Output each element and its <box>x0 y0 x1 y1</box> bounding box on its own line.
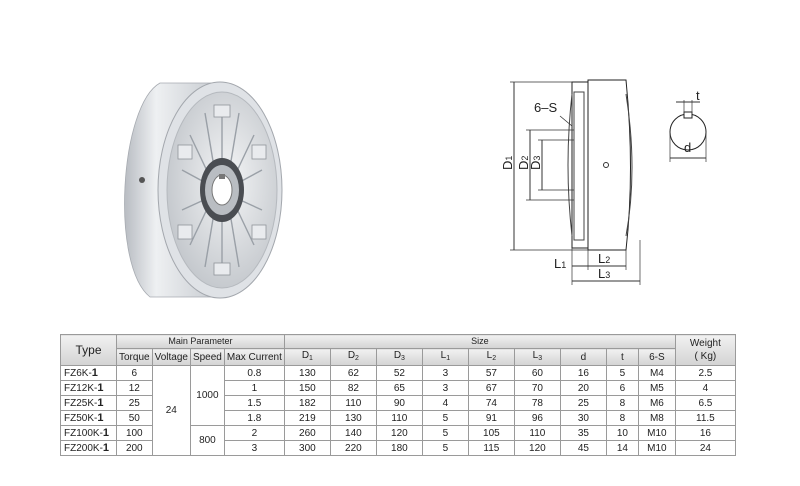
header-6s: 6-S <box>638 349 675 366</box>
cell-t: 8 <box>606 396 638 411</box>
cell-l2: 115 <box>468 441 514 456</box>
cell-d: 30 <box>560 411 606 426</box>
cell-t: 10 <box>606 426 638 441</box>
cell-d1: 219 <box>284 411 330 426</box>
cell-6s: M6 <box>638 396 675 411</box>
header-voltage: Voltage <box>152 349 190 366</box>
cell-current: 1 <box>224 381 284 396</box>
cell-weight: 4 <box>675 381 735 396</box>
cell-d1: 150 <box>284 381 330 396</box>
cell-d2: 82 <box>330 381 376 396</box>
cell-d1: 300 <box>284 441 330 456</box>
cell-current: 2 <box>224 426 284 441</box>
cell-l2: 91 <box>468 411 514 426</box>
product-photo <box>110 75 290 305</box>
cell-t: 14 <box>606 441 638 456</box>
header-d1: $D_1$ <box>284 349 330 366</box>
cell-t: 6 <box>606 381 638 396</box>
cell-l1: 4 <box>422 396 468 411</box>
label-d3: D3 <box>528 155 543 170</box>
header-row-groups <box>61 335 736 349</box>
cell-l1: 5 <box>422 441 468 456</box>
cell-weight: 6.5 <box>675 396 735 411</box>
cell-d2: 130 <box>330 411 376 426</box>
cell-torque: 25 <box>117 396 153 411</box>
cell-d: 35 <box>560 426 606 441</box>
cell-type: FZ50K-1 <box>61 411 117 426</box>
spec-table <box>60 334 736 456</box>
cell-d: 45 <box>560 441 606 456</box>
cell-speed: 800 <box>190 426 224 456</box>
cell-current: 1.8 <box>224 411 284 426</box>
label-l3: L3 <box>598 266 611 281</box>
cell-torque: 6 <box>117 366 153 381</box>
cell-6s: M4 <box>638 366 675 381</box>
dimension-drawing <box>490 70 730 300</box>
cell-weight: 16 <box>675 426 735 441</box>
cell-l1: 3 <box>422 366 468 381</box>
label-d1: D1 <box>500 155 515 170</box>
cell-t: 5 <box>606 366 638 381</box>
header-d2: $D_2$ <box>330 349 376 366</box>
cell-l2: 67 <box>468 381 514 396</box>
header-l1: $L_1$ <box>422 349 468 366</box>
label-d2: D2 <box>516 155 531 170</box>
cell-d3: 120 <box>376 426 422 441</box>
cell-d: 25 <box>560 396 606 411</box>
header-weight-line2: ( Kg) <box>694 351 717 362</box>
label-d: d <box>684 140 692 155</box>
cell-torque: 100 <box>117 426 153 441</box>
cell-weight: 11.5 <box>675 411 735 426</box>
cell-d1: 130 <box>284 366 330 381</box>
cell-l2: 105 <box>468 426 514 441</box>
header-d3: $D_3$ <box>376 349 422 366</box>
header-torque: Torque <box>117 349 153 366</box>
cell-6s: M8 <box>638 411 675 426</box>
header-type: Type <box>61 335 117 366</box>
cell-type: FZ6K-1 <box>61 366 117 381</box>
cell-l2: 57 <box>468 366 514 381</box>
cell-torque: 200 <box>117 441 153 456</box>
cell-d3: 52 <box>376 366 422 381</box>
cell-d: 20 <box>560 381 606 396</box>
header-row-columns <box>61 349 736 366</box>
label-6s: 6–S <box>534 100 558 115</box>
cell-d2: 140 <box>330 426 376 441</box>
cell-d2: 110 <box>330 396 376 411</box>
header-d: d <box>560 349 606 366</box>
cell-weight: 24 <box>675 441 735 456</box>
header-size: Size <box>284 335 675 349</box>
cell-current: 0.8 <box>224 366 284 381</box>
cell-speed: 1000 <box>190 366 224 426</box>
cell-l1: 5 <box>422 411 468 426</box>
header-weight <box>675 335 735 366</box>
cell-type: FZ25K-1 <box>61 396 117 411</box>
cell-l3: 110 <box>514 426 560 441</box>
cell-l2: 74 <box>468 396 514 411</box>
cell-weight: 2.5 <box>675 366 735 381</box>
cell-voltage: 24 <box>152 366 190 456</box>
cell-d: 16 <box>560 366 606 381</box>
cell-l1: 5 <box>422 426 468 441</box>
cell-current: 3 <box>224 441 284 456</box>
label-l1: L1 <box>554 256 567 271</box>
cell-d3: 90 <box>376 396 422 411</box>
cell-d3: 110 <box>376 411 422 426</box>
header-speed: Speed <box>190 349 224 366</box>
cell-6s: M10 <box>638 426 675 441</box>
cell-type: FZ12K-1 <box>61 381 117 396</box>
header-t: t <box>606 349 638 366</box>
header-max-current: Max Current <box>224 349 284 366</box>
cell-d2: 220 <box>330 441 376 456</box>
cell-type: FZ200K-1 <box>61 441 117 456</box>
cell-l3: 96 <box>514 411 560 426</box>
cell-torque: 50 <box>117 411 153 426</box>
cell-l3: 60 <box>514 366 560 381</box>
cell-l3: 70 <box>514 381 560 396</box>
header-l3: $L_3$ <box>514 349 560 366</box>
header-weight-line1: Weight <box>689 338 721 349</box>
header-main-parameter: Main Parameter <box>117 335 285 349</box>
cell-torque: 12 <box>117 381 153 396</box>
cell-l3: 78 <box>514 396 560 411</box>
cell-type: FZ100K-1 <box>61 426 117 441</box>
cell-current: 1.5 <box>224 396 284 411</box>
cell-d2: 62 <box>330 366 376 381</box>
cell-d3: 65 <box>376 381 422 396</box>
label-l2: L2 <box>598 251 611 266</box>
cell-d3: 180 <box>376 441 422 456</box>
cell-d1: 182 <box>284 396 330 411</box>
label-t: t <box>696 88 700 103</box>
cell-d1: 260 <box>284 426 330 441</box>
cell-t: 8 <box>606 411 638 426</box>
cell-l3: 120 <box>514 441 560 456</box>
cell-l1: 3 <box>422 381 468 396</box>
header-l2: $L_2$ <box>468 349 514 366</box>
cell-6s: M10 <box>638 441 675 456</box>
table-row <box>61 366 736 381</box>
cell-6s: M5 <box>638 381 675 396</box>
